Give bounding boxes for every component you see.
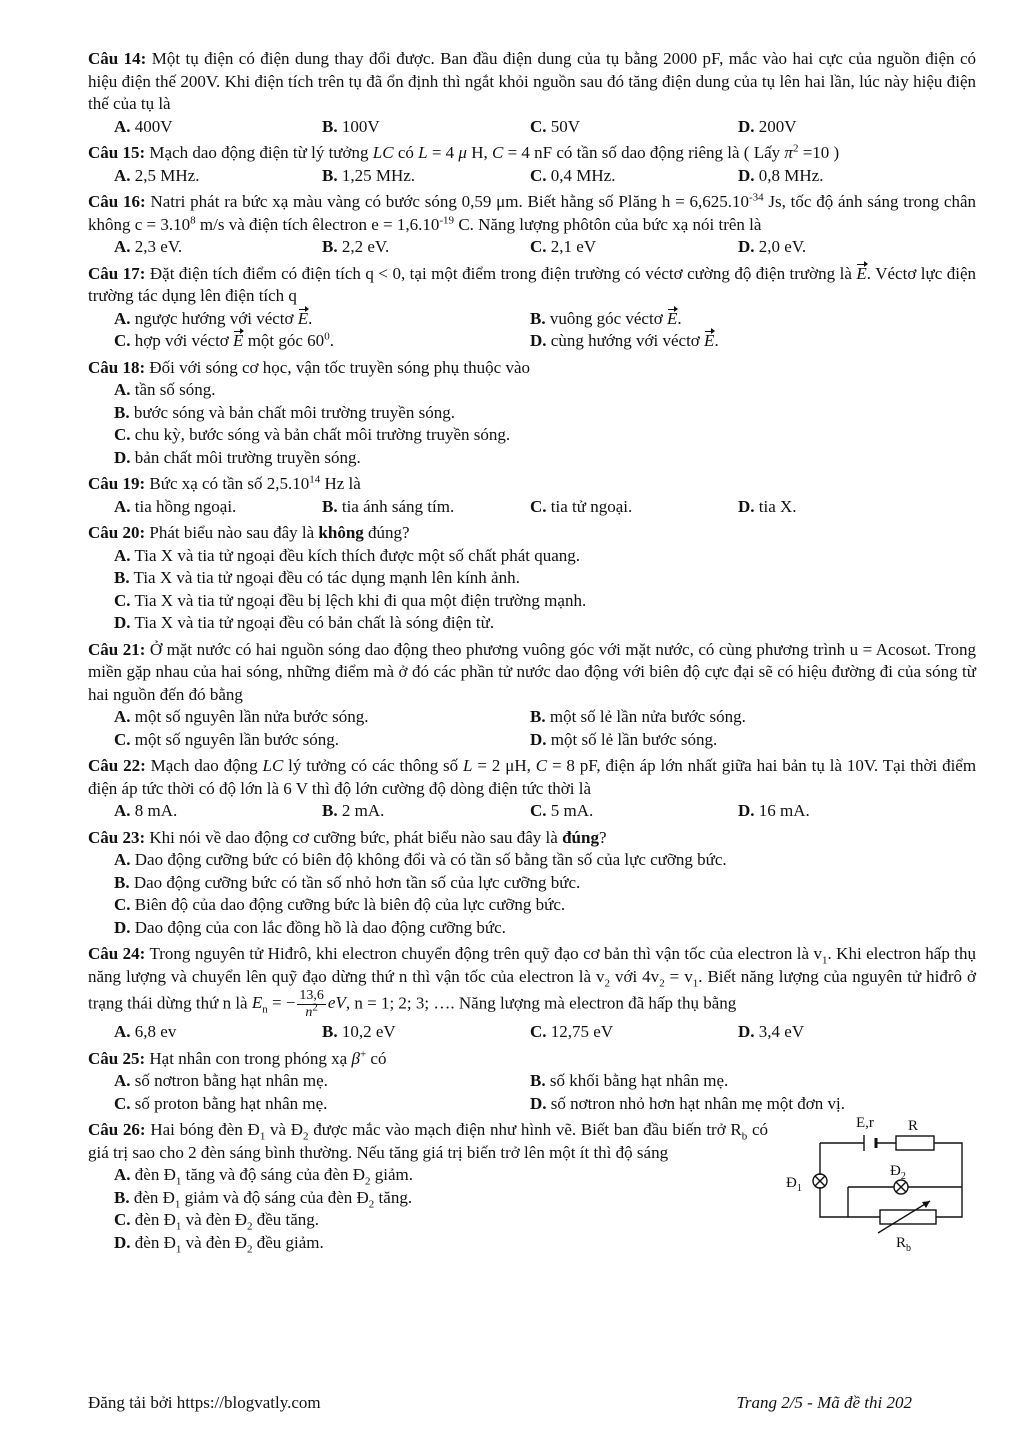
- option-b: B. Tia X và tia tử ngoại đều có tác dụng mạnh lên kính ảnh.: [114, 568, 520, 587]
- option-b: B. 2,2 eV.: [322, 237, 390, 256]
- question-15: Câu 15: Mạch dao động điện từ lý tưởng LC có L = 4 μ H, C = 4 nF có tần số dao động riêng là ( Lấy $\pi^2 =10$ ) A. 2,5 MHz. B. 1,25 MHz. C. 0,4 MHz. D. 0,8 MHz.: [88, 142, 976, 187]
- question-label: Câu 23:: [88, 827, 146, 847]
- question-17: Câu 17: Đặt điện tích điểm có điện tích q < 0, tại một điểm trong điện trường có véctơ cường độ điện trường là E. Véctơ lực điện trường tác dụng lên điện tích q A. ngược hướng với véctơ E. B. vuông góc véctơ E. C. hợp với véctơ E một góc $60^0$. D. cùng hướng với véctơ E.: [88, 263, 976, 353]
- question-label: Câu 17:: [88, 263, 146, 283]
- question-stem: Một tụ điện có điện dung thay đổi được. Ban đầu điện dung của tụ bằng 2000 pF, mắc vào hai cực của nguồn điện có hiệu điện thế 200V. Khi điện tích trên tụ đã ổn định thì ngắt khỏi nguồn sau đó tăng điện dung của tụ lên hai lần, lúc này hiệu điện thế của tụ là: [88, 49, 976, 113]
- option-a: A. 400V: [114, 116, 173, 136]
- rheostat-arrow: [878, 1201, 930, 1233]
- option-c: C. hợp với véctơ E một góc $60^0$.: [114, 330, 530, 353]
- option-c: C. đèn $Đ_1$ và đèn $Đ_2$ đều tăng.: [114, 1210, 320, 1233]
- option-b: B. đèn $Đ_1$ giảm và độ sáng của đèn $Đ_2$ tăng.: [114, 1187, 413, 1210]
- resistor-label: R: [908, 1118, 919, 1134]
- option-a: A. số nơtron bằng hạt nhân mẹ.: [114, 1071, 328, 1090]
- option-b: B. 10,2 eV: [322, 1022, 396, 1041]
- option-b: B. một số lẻ lần nửa bước sóng.: [530, 707, 746, 726]
- option-d: D. 200V: [738, 116, 797, 136]
- question-21: Câu 21: Ở mặt nước có hai nguồn sóng dao động theo phương vuông góc với mặt nước, có cùng phương trình u = Acosωt. Trong miền gặp nhau của hai sóng, những điểm mà ở đó các phần tử nước dao động với biên độ cực đại sẽ có hiệu đường đi của sóng từ hai nguồn đến đó bằng A. một số nguyên lần nửa bước sóng. B. một số lẻ lần nửa bước sóng. C. một số nguyên lần bước sóng. D. một số lẻ lần bước sóng.: [88, 639, 976, 752]
- option-d: D. Dao động của con lắc đồng hồ là dao động cưỡng bức.: [114, 917, 506, 937]
- page-footer: [88, 1392, 912, 1415]
- option-c: C. 2,1 eV: [530, 237, 597, 256]
- question-label: Câu 19:: [88, 474, 146, 493]
- question-label: Câu 16:: [88, 192, 146, 211]
- question-label: Câu 22:: [88, 756, 146, 775]
- option-d: D. số nơtron nhỏ hơn hạt nhân mẹ một đơn vị.: [530, 1093, 846, 1113]
- rheostat-label: $R_b$: [896, 1235, 912, 1254]
- question-14: [88, 48, 976, 138]
- resistor: [896, 1136, 934, 1150]
- option-c: C. 0,4 MHz.: [530, 165, 616, 185]
- vector-e: E: [856, 263, 866, 286]
- option-c: C. số proton bằng hạt nhân mẹ.: [114, 1093, 328, 1113]
- option-c: C. tia tử ngoại.: [530, 496, 633, 516]
- option-b: B. bước sóng và bản chất môi trường truyền sóng.: [114, 402, 455, 422]
- circuit-diagram: [784, 1107, 974, 1259]
- question-25: Câu 25: Hạt nhân con trong phóng xạ β+ có A. số nơtron bằng hạt nhân mẹ. B. số khối bằng hạt nhân mẹ. C. số proton bằng hạt nhân mẹ. D. số nơtron nhỏ hơn hạt nhân mẹ một đơn vị.: [88, 1048, 976, 1116]
- question-20: Câu 20: Phát biểu nào sau đây là không đúng? A. Tia X và tia tử ngoại đều kích thích được một số chất phát quang. B. Tia X và tia tử ngoại đều có tác dụng mạnh lên kính ảnh. C. Tia X và tia tử ngoại đều bị lệch khi đi qua một điện trường mạnh. D. Tia X và tia tử ngoại đều có bản chất là sóng điện từ.: [88, 522, 976, 635]
- option-d: D. Tia X và tia tử ngoại đều có bản chất là sóng điện từ.: [114, 613, 495, 632]
- lamp-1-label: $Đ_1$: [786, 1175, 802, 1194]
- option-a: A. 6,8 ev: [114, 1022, 177, 1041]
- question-26: Câu 26: Hai bóng đèn $Đ_1$ và $Đ_2$ được mắc vào mạch điện như hình vẽ. Biết ban đầu biến trở $R_b$ có giá trị sao cho 2 đèn sáng bình thường. Nếu tăng giá trị biến trở lên một ít thì độ sáng A. đèn $Đ_1$ tăng và độ sáng của đèn $Đ_2$ giảm. B. đèn $Đ_1$ giảm và độ sáng của đèn $Đ_2$ tăng. C. đèn $Đ_1$ và đèn $Đ_2$ đều tăng. D. đèn $Đ_1$ và đèn $Đ_2$ đều giảm. E,r R $Đ_1$ $Đ_2$ $R_b$: [88, 1119, 976, 1254]
- option-c: C. một số nguyên lần bước sóng.: [114, 729, 340, 749]
- option-d: D. 3,4 eV: [738, 1022, 805, 1041]
- option-c: C. 5 mA.: [530, 801, 594, 820]
- option-a: A. 8 mA.: [114, 801, 178, 820]
- question-label: Câu 24:: [88, 944, 146, 963]
- question-label: Câu 18:: [88, 357, 146, 377]
- option-d: D. 0,8 MHz.: [738, 165, 824, 185]
- question-24: Câu 24: Trong nguyên tử Hiđrô, khi electron chuyển động trên quỹ đạo cơ bản thì vận tốc của electron là $v_1$. Khi electron hấp thụ năng lượng và chuyển lên quỹ đạo dừng thứ n thì vận tốc của electron là $v_2$ với $4v_2 = v_1$. Biết năng lượng của nguyên tử hiđrô ở trạng thái dừng thứ n là $E_n$ = − $\frac{13,6}{n^2}$ eV, n = 1; 2; 3; …. Năng lượng mà electron đã hấp thụ bằng A. 6,8 ev B. 10,2 eV C. 12,75 eV D. 3,4 eV: [88, 943, 976, 1044]
- question-label: Câu 20:: [88, 523, 146, 542]
- footer-source: Đăng tải bởi https://blogvatly.com: [88, 1393, 321, 1412]
- option-a: A. tần số sóng.: [114, 380, 216, 399]
- option-d: D. cùng hướng với véctơ E.: [530, 330, 946, 353]
- question-label: Câu 25:: [88, 1048, 146, 1068]
- question-label: Câu 26:: [88, 1120, 146, 1139]
- lamp-2-label: $Đ_2$: [890, 1163, 906, 1182]
- option-b: B. số khối bằng hạt nhân mẹ.: [530, 1071, 729, 1090]
- rheostat: [880, 1210, 936, 1224]
- question-label: Câu 21:: [88, 639, 146, 659]
- option-b: B. 1,25 MHz.: [322, 165, 416, 185]
- option-a: A. Dao động cưỡng bức có biên độ không đổi và có tần số bằng tần số của lực cưỡng bức.: [114, 850, 727, 869]
- option-a: A. 2,3 eV.: [114, 237, 183, 256]
- question-22: Câu 22: Mạch dao động LC lý tưởng có các thông số L = 2 μH, C = 8 pF, điện áp lớn nhất giữa hai bản tụ là 10V. Tại thời điểm điện áp tức thời có độ lớn là 6 V thì độ lớn cường độ dòng điện tức thời là A. 8 mA. B. 2 mA. C. 5 mA. D. 16 mA.: [88, 755, 976, 823]
- source-label: E,r: [856, 1115, 874, 1131]
- option-c: C. 12,75 eV: [530, 1022, 614, 1041]
- option-a: A. 2,5 MHz.: [114, 165, 200, 185]
- option-b: B. Dao động cưỡng bức có tần số nhỏ hơn tần số của lực cưỡng bức.: [114, 872, 581, 892]
- energy-formula: $E_n$ = − $\frac{13,6}{n^2}$ eV: [251, 988, 346, 1020]
- option-c: C. 50V: [530, 116, 581, 136]
- option-d: D. 16 mA.: [738, 801, 810, 820]
- option-d: D. đèn $Đ_1$ và đèn $Đ_2$ đều giảm.: [114, 1232, 324, 1255]
- option-a: A. ngược hướng với véctơ E.: [114, 308, 530, 331]
- question-label: Câu 14:: [88, 49, 147, 68]
- question-16: Câu 16: Natri phát ra bức xạ màu vàng có bước sóng 0,59 μm. Biết hằng số Plăng $h = 6,625.10^{-34}$ Js, tốc độ ánh sáng trong chân không $c = 3.10^8$ m/s và điện tích êlectron $e = 1,6.10^{-19}$ C. Năng lượng phôtôn của bức xạ nói trên là A. 2,3 eV. B. 2,2 eV. C. 2,1 eV D. 2,0 eV.: [88, 191, 976, 259]
- option-b: B. tia ánh sáng tím.: [322, 496, 455, 516]
- option-c: C. Tia X và tia tử ngoại đều bị lệch khi đi qua một điện trường mạnh.: [114, 590, 587, 610]
- option-d: D. tia X.: [738, 496, 797, 516]
- option-b: B. 100V: [322, 116, 380, 136]
- option-a: A. Tia X và tia tử ngoại đều kích thích được một số chất phát quang.: [114, 545, 581, 565]
- option-a: A. tia hồng ngoại.: [114, 496, 237, 516]
- option-c: C. Biên độ của dao động cưỡng bức là biên độ của lực cưỡng bức.: [114, 895, 566, 914]
- option-a: A. đèn $Đ_1$ tăng và độ sáng của đèn $Đ_2$ giảm.: [114, 1165, 413, 1188]
- footer-page-info: Trang 2/5 - Mã đề thi 202: [736, 1393, 912, 1412]
- option-a: A. một số nguyên lần nửa bước sóng.: [114, 707, 369, 726]
- option-b: B. 2 mA.: [322, 801, 385, 820]
- question-18: Câu 18: Đối với sóng cơ học, vận tốc truyền sóng phụ thuộc vào A. tần số sóng. B. bước sóng và bản chất môi trường truyền sóng. C. chu kỳ, bước sóng và bản chất môi trường truyền sóng. D. bản chất môi trường truyền sóng.: [88, 357, 976, 470]
- exam-page: [88, 48, 976, 1258]
- question-19: Câu 19: Bức xạ có tần số 2,5.10$^{14}$ Hz là A. tia hồng ngoại. B. tia ánh sáng tím. C. tia tử ngoại. D. tia X.: [88, 473, 976, 518]
- option-c: C. chu kỳ, bước sóng và bản chất môi trường truyền sóng.: [114, 425, 511, 444]
- option-d: D. 2,0 eV.: [738, 237, 807, 256]
- option-d: D. một số lẻ lần bước sóng.: [530, 729, 718, 749]
- question-23: Câu 23: Khi nói về dao động cơ cưỡng bức, phát biểu nào sau đây là đúng? A. Dao động cưỡng bức có biên độ không đổi và có tần số bằng tần số của lực cưỡng bức. B. Dao động cưỡng bức có tần số nhỏ hơn tần số của lực cưỡng bức. C. Biên độ của dao động cưỡng bức là biên độ của lực cưỡng bức. D. Dao động của con lắc đồng hồ là dao động cưỡng bức.: [88, 827, 976, 940]
- question-label: Câu 15:: [88, 143, 146, 162]
- option-d: D. bản chất môi trường truyền sóng.: [114, 447, 361, 467]
- option-b: B. vuông góc véctơ E.: [530, 308, 946, 331]
